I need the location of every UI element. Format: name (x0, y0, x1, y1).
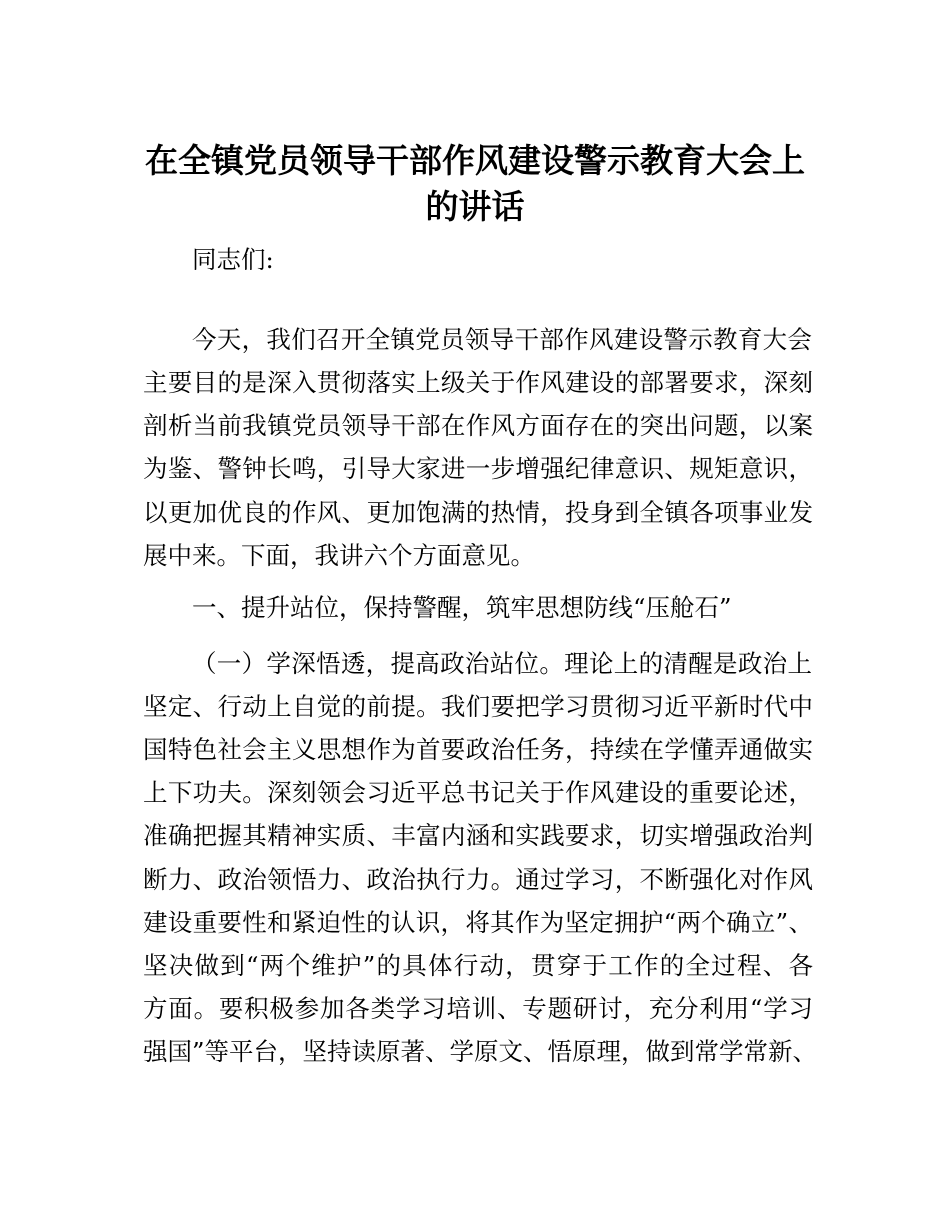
section-heading-1: 一、提升站位，保持警醒，筑牢思想防线“压舱石” (192, 593, 732, 622)
paragraph-2-line: 上下功夫。深刻领会习近平总书记关于作风建设的重要论述， (143, 778, 813, 807)
paragraph-2-line: 国特色社会主义思想作为首要政治任务，持续在学懂弄通做实 (143, 735, 813, 764)
paragraph-2-line: 坚定、行动上自觉的前提。我们要把学习贯彻习近平新时代中 (143, 692, 813, 721)
paragraph-2-line: 坚决做到“两个维护”的具体行动，贯穿于工作的全过程、各 (143, 951, 813, 980)
document-title-line-2: 的讲话 (425, 187, 525, 226)
paragraph-1-line: 主要目的是深入贯彻落实上级关于作风建设的部署要求，深刻 (143, 368, 813, 397)
paragraph-1-line: 以更加优良的作风、更加饱满的热情，投身到全镇各项事业发 (143, 498, 813, 527)
paragraph-1-line: 剖析当前我镇党员领导干部在作风方面存在的突出问题，以案 (143, 411, 813, 440)
paragraph-2-line: 建设重要性和紧迫性的认识，将其作为坚定拥护“两个确立”、 (143, 908, 813, 937)
paragraph-2-line: （一）学深悟透，提高政治站位。理论上的清醒是政治上 (192, 649, 812, 678)
paragraph-1-line: 为鉴、警钟长鸣，引导大家进一步增强纪律意识、规矩意识， (143, 454, 813, 483)
paragraph-2-line: 强国”等平台，坚持读原著、学原文、悟原理，做到常学常新、 (143, 1037, 818, 1066)
paragraph-2-line: 断力、政治领悟力、政治执行力。通过学习，不断强化对作风 (143, 865, 813, 894)
paragraph-1-line: 今天，我们召开全镇党员领导干部作风建设警示教育大会 (192, 325, 812, 354)
salutation: 同志们: (192, 245, 274, 274)
document-title-line-1: 在全镇党员领导干部作风建设警示教育大会上 (145, 141, 805, 180)
paragraph-2-line: 方面。要积极参加各类学习培训、专题研讨，充分利用“学习 (143, 994, 813, 1023)
paragraph-1-line: 展中来。下面，我讲六个方面意见。 (143, 541, 535, 570)
paragraph-2-line: 准确把握其精神实质、丰富内涵和实践要求，切实增强政治判 (143, 821, 813, 850)
